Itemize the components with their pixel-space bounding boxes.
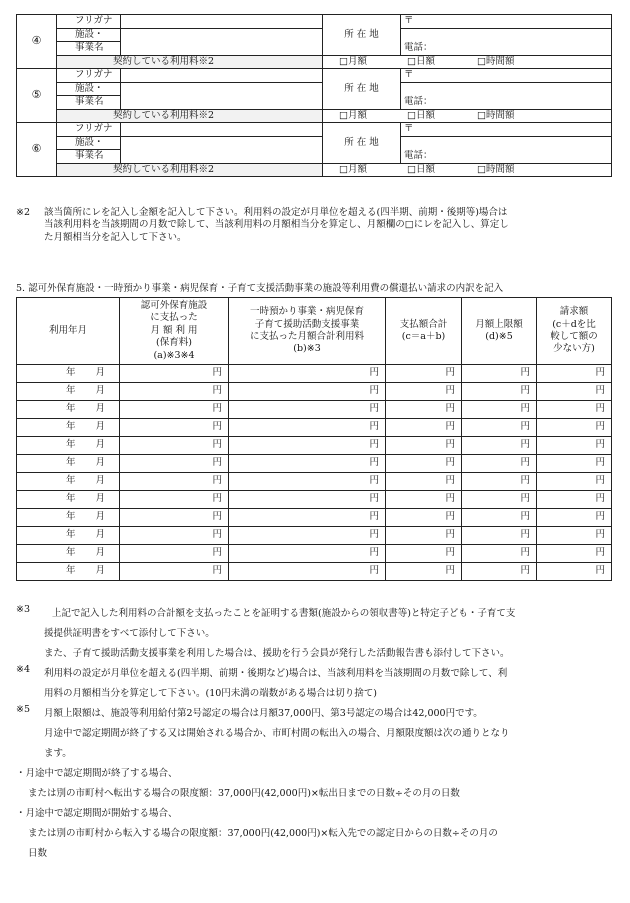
usage-month-field[interactable] [17, 509, 120, 527]
usage-row [17, 527, 612, 545]
note-line: た月額相当分を記入して下さい。 [44, 231, 187, 243]
column-header [537, 298, 612, 365]
claim-amount-field[interactable]: 円 [537, 545, 612, 563]
monthly-limit-field[interactable]: 円 [462, 527, 537, 545]
phone-field[interactable]: 電話： [401, 136, 612, 163]
hourly-checkbox[interactable]: □時間額 [477, 163, 515, 175]
monthly-limit-field[interactable]: 円 [462, 401, 537, 419]
usage-month-field[interactable] [17, 545, 120, 563]
facility-name-label: 施設・ [57, 28, 121, 42]
usage-month-field[interactable] [17, 419, 120, 437]
month-label: 月 [95, 529, 105, 541]
note-line: ます。 [44, 748, 72, 759]
facility-name-label-2: 事業名 [57, 42, 121, 56]
note-2 [16, 207, 614, 244]
unlicensed-fee-field[interactable]: 円 [120, 545, 229, 563]
note-mark: ※3 [16, 604, 31, 615]
usage-month-field[interactable] [17, 437, 120, 455]
facility-row [17, 69, 612, 83]
footnote [16, 664, 616, 704]
claim-amount-field[interactable]: 円 [537, 401, 612, 419]
header-line: (c＝a＋b) [401, 331, 446, 342]
usage-row [17, 401, 612, 419]
usage-month-field[interactable] [17, 383, 120, 401]
header-line: 較して額の [550, 331, 598, 342]
bullet-item [16, 764, 616, 804]
total-paid-field[interactable]: 円 [386, 419, 462, 437]
bullet-item [16, 804, 616, 864]
temporary-care-fee-field[interactable]: 円 [229, 563, 386, 581]
temporary-care-fee-field[interactable]: 円 [229, 509, 386, 527]
postal-code-field[interactable]: 〒 [401, 123, 612, 137]
daily-checkbox[interactable]: □日額 [407, 55, 435, 67]
month-label: 月 [95, 367, 105, 379]
year-label: 年 [65, 565, 76, 577]
hourly-checkbox[interactable]: □時間額 [477, 55, 515, 67]
month-label: 月 [95, 547, 105, 559]
month-label: 月 [95, 511, 105, 523]
usage-month-field[interactable] [17, 491, 120, 509]
year-label: 年 [65, 493, 76, 505]
contract-fee-label: 契約している利用料※2 [57, 163, 323, 177]
note-line: 用料の月額相当分を算定して下さい。(10円未満の端数がある場合は切り捨て) [44, 688, 378, 699]
usage-row [17, 383, 612, 401]
claim-amount-field[interactable]: 円 [537, 437, 612, 455]
facility-table [16, 14, 612, 177]
monthly-limit-field[interactable]: 円 [462, 473, 537, 491]
usage-row [17, 437, 612, 455]
hourly-checkbox[interactable]: □時間額 [477, 109, 515, 121]
note-mark: ※5 [16, 704, 31, 715]
header-line: 請求額 [559, 306, 589, 318]
usage-table [16, 297, 612, 581]
facility-name-field[interactable] [121, 82, 323, 109]
unlicensed-fee-field[interactable]: 円 [120, 527, 229, 545]
temporary-care-fee-field[interactable]: 円 [229, 383, 386, 401]
bullet-head: ・月途中で認定期間が開始する場合、 [16, 808, 178, 819]
temporary-care-fee-field[interactable]: 円 [229, 365, 386, 383]
usage-month-field[interactable] [17, 473, 120, 491]
monthly-limit-field[interactable]: 円 [462, 455, 537, 473]
temporary-care-fee-field[interactable]: 円 [229, 419, 386, 437]
facility-row [17, 15, 612, 29]
usage-month-field[interactable] [17, 365, 120, 383]
facility-row [17, 28, 612, 42]
furigana-field[interactable] [121, 15, 323, 29]
furigana-field[interactable] [121, 123, 323, 137]
usage-row [17, 473, 612, 491]
contract-row [17, 109, 612, 123]
bullet-line: または別の市町村から転入する場合の限度額：37,000円(42,000円)×転入先での認定日からの日数÷その月の [28, 828, 498, 839]
monthly-limit-field[interactable]: 円 [462, 365, 537, 383]
claim-amount-field[interactable]: 円 [537, 365, 612, 383]
header-line: 支払額合計 [399, 318, 448, 330]
note-body [44, 207, 614, 244]
claim-amount-field[interactable]: 円 [537, 491, 612, 509]
year-label: 年 [65, 475, 76, 487]
postal-code-field[interactable]: 〒 [401, 15, 612, 29]
contract-fee-label: 契約している利用料※2 [57, 109, 323, 123]
monthly-limit-field[interactable]: 円 [462, 563, 537, 581]
header-line: (c＋dを比 [552, 318, 596, 330]
total-paid-field[interactable]: 円 [386, 545, 462, 563]
bullet-line: 日数 [28, 848, 48, 859]
note-line: 月途中で認定期間が終了する又は開始される場合か、市町村間の転出入の場合、月額限度額は次の通りとなり [44, 728, 510, 739]
total-paid-field[interactable]: 円 [386, 383, 462, 401]
facility-name-label: 施設・ [57, 136, 121, 150]
section-5-title: 5. 認可外保育施設・一時預かり事業・病児保育・子育て支援活動事業の施設等利用費の償還払い請求の内訳を記入 [16, 283, 504, 294]
notes-bottom [16, 604, 616, 864]
column-header [229, 298, 386, 365]
unlicensed-fee-field[interactable]: 円 [120, 383, 229, 401]
total-paid-field[interactable]: 円 [386, 491, 462, 509]
year-label: 年 [65, 529, 76, 541]
header-line: (b)※3 [293, 343, 321, 355]
column-header [120, 298, 229, 365]
unlicensed-fee-field[interactable]: 円 [120, 365, 229, 383]
temporary-care-fee-field[interactable]: 円 [229, 473, 386, 491]
contract-row [17, 163, 612, 177]
fee-type-options [323, 163, 612, 177]
facility-row [17, 82, 612, 96]
usage-row [17, 545, 612, 563]
total-paid-field[interactable]: 円 [386, 473, 462, 491]
year-label: 年 [65, 547, 76, 559]
header-line: 利用年月 [48, 324, 87, 336]
header-line: 少ない方) [553, 343, 595, 355]
header-line: 一時預かり事業・病児保育 [249, 306, 364, 318]
bullet-head: ・月途中で認定期間が終了する場合、 [16, 768, 178, 779]
year-label: 年 [65, 511, 76, 523]
note-line: また、子育て援助活動支援事業を利用した場合は、援助を行う会員が発行した活動報告書も添付して下さい。 [44, 648, 510, 659]
header-line: (保育料) [156, 337, 192, 349]
facility-number: ④ [17, 15, 57, 69]
header-line: 認可外保育施設 [140, 300, 208, 312]
note-line: 上記で記入した利用料の合計額を支払ったことを証明する書類(施設からの領収書等)と特定子ども・子育て支 [52, 608, 516, 619]
usage-month-field[interactable] [17, 563, 120, 581]
fee-type-options [323, 109, 612, 123]
address-label: 所 在 地 [323, 123, 401, 164]
temporary-care-fee-field[interactable]: 円 [229, 401, 386, 419]
monthly-checkbox[interactable]: □月額 [339, 55, 367, 67]
address-label: 所 在 地 [323, 15, 401, 56]
daily-checkbox[interactable]: □日額 [407, 109, 435, 121]
monthly-limit-field[interactable]: 円 [462, 509, 537, 527]
header-line: 子育て援助活動支援事業 [254, 318, 360, 330]
header-line: 月 額 利 用 [150, 324, 198, 336]
temporary-care-fee-field[interactable]: 円 [229, 545, 386, 563]
unlicensed-fee-field[interactable]: 円 [120, 563, 229, 581]
furigana-label: フリガナ [57, 69, 121, 83]
monthly-limit-field[interactable]: 円 [462, 491, 537, 509]
claim-amount-field[interactable]: 円 [537, 473, 612, 491]
month-label: 月 [95, 457, 105, 469]
year-label: 年 [65, 457, 76, 469]
monthly-limit-field[interactable]: 円 [462, 437, 537, 455]
header-line: に支払った [150, 312, 198, 324]
claim-amount-field[interactable]: 円 [537, 455, 612, 473]
header-line: (d)※5 [485, 331, 513, 342]
phone-field[interactable]: 電話： [401, 82, 612, 109]
claim-amount-field[interactable]: 円 [537, 563, 612, 581]
contract-row [17, 55, 612, 69]
total-paid-field[interactable]: 円 [386, 527, 462, 545]
usage-row [17, 419, 612, 437]
unlicensed-fee-field[interactable]: 円 [120, 491, 229, 509]
temporary-care-fee-field[interactable]: 円 [229, 527, 386, 545]
column-header [462, 298, 537, 365]
month-label: 月 [95, 565, 105, 577]
note-body [44, 604, 616, 664]
note-body [44, 704, 616, 764]
total-paid-field[interactable]: 円 [386, 509, 462, 527]
furigana-field[interactable] [121, 69, 323, 83]
note-body [44, 664, 616, 704]
footnote [16, 704, 616, 764]
monthly-limit-field[interactable]: 円 [462, 545, 537, 563]
month-label: 月 [95, 421, 105, 433]
unlicensed-fee-field[interactable]: 円 [120, 437, 229, 455]
usage-row [17, 563, 612, 581]
year-label: 年 [65, 421, 76, 433]
bullet-line: または別の市町村へ転出する場合の限度額：37,000円(42,000円)×転出日までの日数÷その月の日数 [28, 788, 460, 799]
unlicensed-fee-field[interactable]: 円 [120, 473, 229, 491]
column-header [17, 298, 120, 365]
facility-name-label-2: 事業名 [57, 150, 121, 164]
year-label: 年 [65, 385, 76, 397]
month-label: 月 [95, 475, 105, 487]
claim-amount-field[interactable]: 円 [537, 509, 612, 527]
address-label: 所 在 地 [323, 69, 401, 110]
unlicensed-fee-field[interactable]: 円 [120, 455, 229, 473]
usage-row [17, 455, 612, 473]
note-line: 援提供証明書をすべて添付して下さい。 [44, 628, 215, 639]
claim-amount-field[interactable]: 円 [537, 527, 612, 545]
usage-row [17, 491, 612, 509]
temporary-care-fee-field[interactable]: 円 [229, 455, 386, 473]
unlicensed-fee-field[interactable]: 円 [120, 419, 229, 437]
facility-number: ⑤ [17, 69, 57, 123]
note-line: 月額上限額は、施設等利用給付第2号認定の場合は月額37,000円、第3号認定の場合は42,000円です。 [44, 708, 483, 719]
total-paid-field[interactable]: 円 [386, 455, 462, 473]
note-line: 当該利用料を当該期間の月数で除して、当該利用料の月額相当分を算定し、月額欄の□にレを記入し、算定し [44, 219, 509, 231]
unlicensed-fee-field[interactable]: 円 [120, 401, 229, 419]
claim-amount-field[interactable]: 円 [537, 419, 612, 437]
usage-row [17, 509, 612, 527]
month-label: 月 [95, 403, 105, 415]
month-label: 月 [95, 439, 105, 451]
facility-name-label-2: 事業名 [57, 96, 121, 110]
total-paid-field[interactable]: 円 [386, 563, 462, 581]
facility-name-field[interactable] [121, 28, 323, 55]
total-paid-field[interactable]: 円 [386, 365, 462, 383]
usage-header-row [17, 298, 612, 365]
facility-row [17, 123, 612, 137]
phone-field[interactable]: 電話： [401, 28, 612, 55]
usage-month-field[interactable] [17, 401, 120, 419]
facility-number: ⑥ [17, 123, 57, 177]
temporary-care-fee-field[interactable]: 円 [229, 437, 386, 455]
year-label: 年 [65, 403, 76, 415]
header-line: 月額上限額 [475, 318, 523, 330]
total-paid-field[interactable]: 円 [386, 401, 462, 419]
monthly-checkbox[interactable]: □月額 [339, 163, 367, 175]
furigana-label: フリガナ [57, 15, 121, 29]
header-line: に支払った月額合計利用料 [249, 331, 364, 342]
note-mark: ※2 [16, 207, 31, 218]
usage-row [17, 365, 612, 383]
usage-month-field[interactable] [17, 455, 120, 473]
facility-name-label: 施設・ [57, 82, 121, 96]
claim-amount-field[interactable]: 円 [537, 383, 612, 401]
facility-row [17, 136, 612, 150]
header-line: (a)※3※4 [153, 349, 195, 361]
monthly-checkbox[interactable]: □月額 [339, 109, 367, 121]
total-paid-field[interactable]: 円 [386, 437, 462, 455]
year-label: 年 [65, 439, 76, 451]
unlicensed-fee-field[interactable]: 円 [120, 509, 229, 527]
note-mark: ※4 [16, 664, 31, 675]
facility-name-field[interactable] [121, 136, 323, 163]
contract-fee-label: 契約している利用料※2 [57, 55, 323, 69]
daily-checkbox[interactable]: □日額 [407, 163, 435, 175]
note-line: 該当箇所にレを記入し金額を記入して下さい。利用料の設定が月単位を超える(四半期、前期・後期等)場合は [44, 207, 508, 218]
year-label: 年 [65, 367, 76, 379]
usage-month-field[interactable] [17, 527, 120, 545]
month-label: 月 [95, 493, 105, 505]
column-header [386, 298, 462, 365]
month-label: 月 [95, 385, 105, 397]
footnote [16, 604, 616, 664]
fee-type-options [323, 55, 612, 69]
postal-code-field[interactable]: 〒 [401, 69, 612, 83]
furigana-label: フリガナ [57, 123, 121, 137]
monthly-limit-field[interactable]: 円 [462, 383, 537, 401]
note-line: 利用料の設定が月単位を超える(四半期、前期・後期など)場合は、当該利用料を当該期間の月数で除して、利 [44, 668, 508, 679]
monthly-limit-field[interactable]: 円 [462, 419, 537, 437]
temporary-care-fee-field[interactable]: 円 [229, 491, 386, 509]
